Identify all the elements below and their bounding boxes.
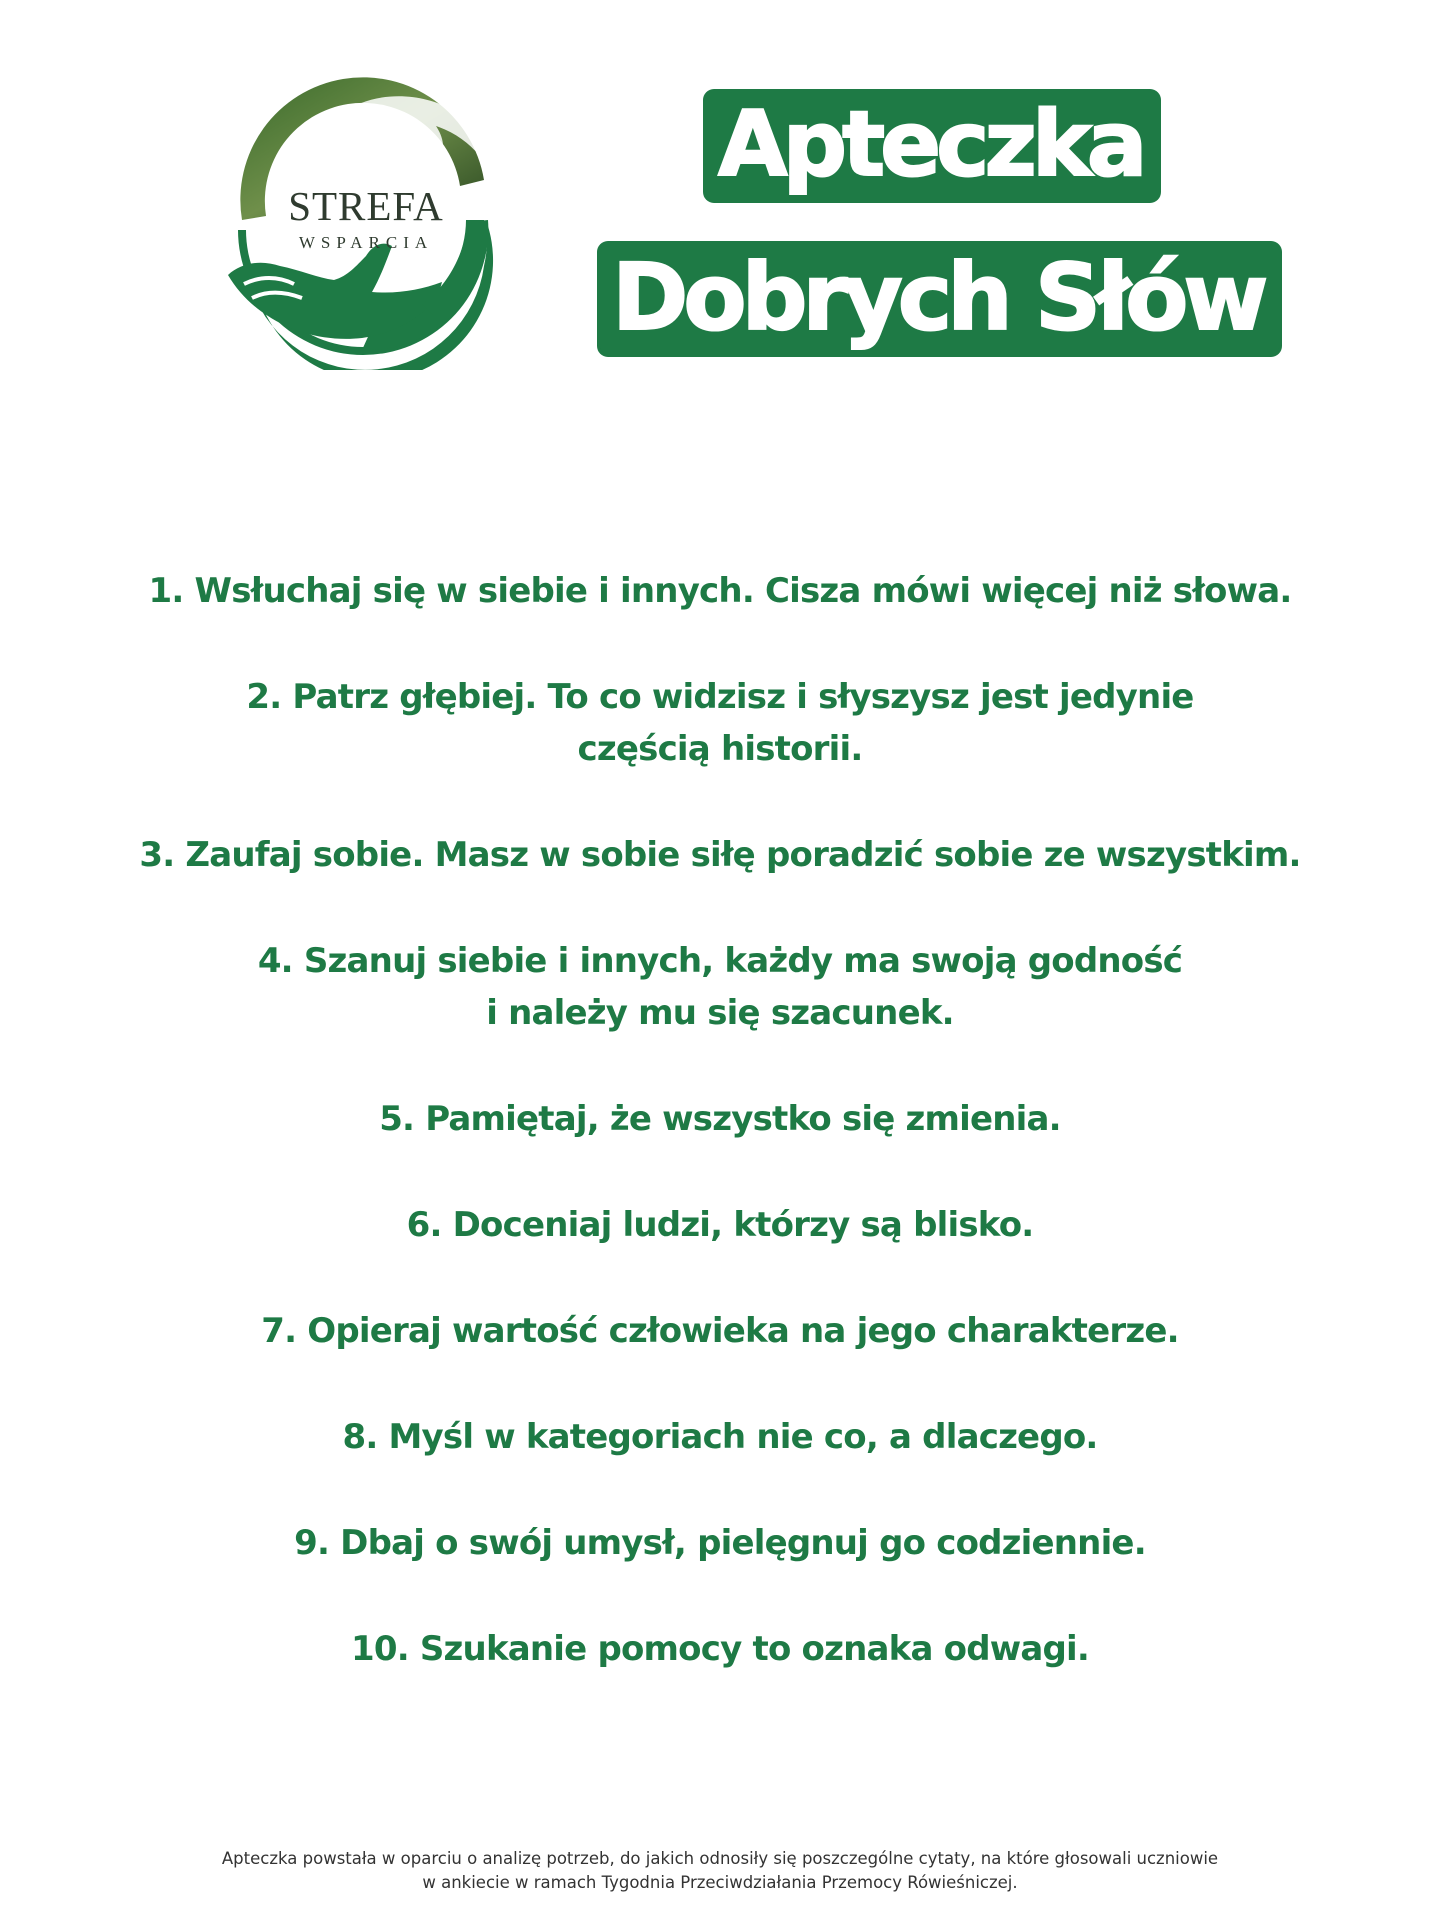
strefa-wsparcia-logo xyxy=(222,70,504,370)
logo-text-strefa: STREFA xyxy=(288,183,444,229)
footnote: Apteczka powstała w oparciu o analizę potrzeb, do jakich odnosiły się poszczególne cytaty, na które głosowali uczniowie w ankiecie w ramach Tygodnia Przeciwdziałania Przemocy Rówieśniczej. xyxy=(221,1849,1219,1892)
list-item: 10. Szukanie pomocy to oznaka odwagi. xyxy=(351,1629,1089,1669)
list-item: 8. Myśl w kategoriach nie co, a dlaczego. xyxy=(342,1417,1098,1457)
list-item: 2. Patrz głębiej. To co widzisz i słyszysz jest jedynie częścią historii. xyxy=(246,677,1194,769)
logo-text-wsparcia: WSPARCIA xyxy=(298,233,434,252)
list-item: 3. Zaufaj sobie. Masz w sobie siłę poradzić sobie ze wszystkim. xyxy=(139,835,1301,875)
title-line-2: Dobrych Słów xyxy=(600,244,1279,354)
list-item: 4. Szanuj siebie i innych, każdy ma swoją godność i należy mu się szacunek. xyxy=(257,941,1183,1033)
list-item: 7. Opieraj wartość człowieka na jego charakterze. xyxy=(261,1311,1179,1351)
title-line-1: Apteczka xyxy=(706,92,1158,200)
hands-circle-logo-icon xyxy=(222,70,504,370)
list-item: 5. Pamiętaj, że wszystko się zmienia. xyxy=(379,1099,1061,1139)
advice-list xyxy=(0,565,1440,1729)
list-item: 6. Doceniaj ludzi, którzy są blisko. xyxy=(406,1205,1034,1245)
list-item: 1. Wsłuchaj się w siebie i innych. Cisza mówi więcej niż słowa. xyxy=(148,571,1292,611)
list-item: 9. Dbaj o swój umysł, pielęgnuj go codziennie. xyxy=(294,1523,1146,1563)
